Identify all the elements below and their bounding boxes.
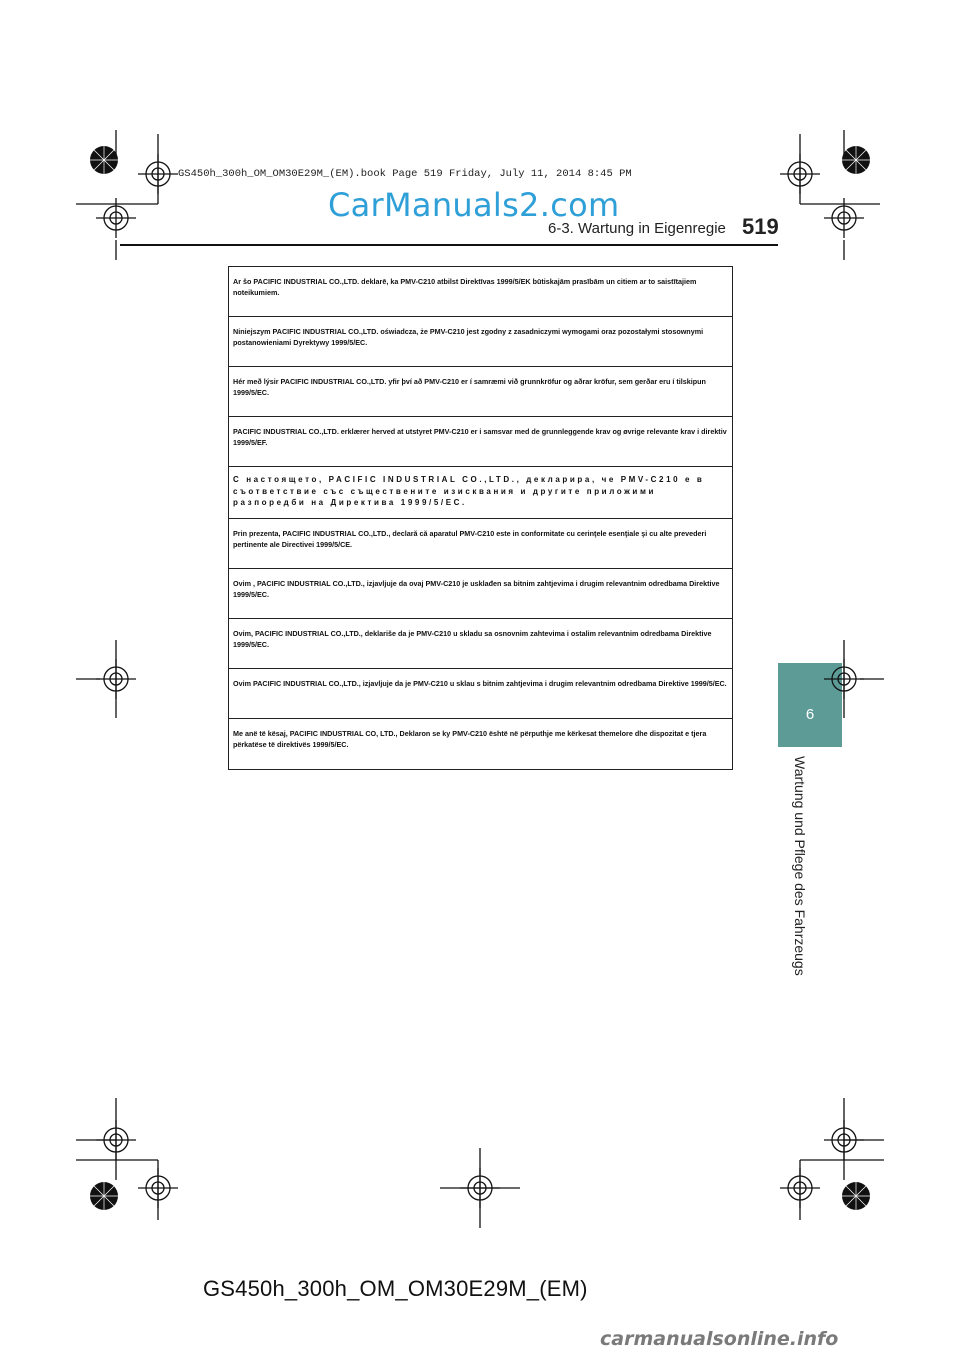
declaration-row-bosnian: Ovim PACIFIC INDUSTRIAL CO.,LTD., izjavljuje da je PMV-C210 u sklau s bitnim zahtjevima i drugim relevantnim odredbama Direktive 1999/5/EC. bbox=[229, 669, 732, 719]
declaration-row-albanian: Me anë të kësaj, PACIFIC INDUSTRIAL CO, LTD., Deklaron se ky PMV-C210 është në përputhje me kërkesat themelore dhe dispozitat e tjera përkatëse të direktivës 1999/5/EC. bbox=[233, 729, 707, 749]
chapter-side-label-text: Wartung und Pflege des Fahrzeugs bbox=[792, 756, 808, 976]
watermark-logo: CarManuals2.com bbox=[328, 186, 620, 224]
site-brand: carmanualsonline.info bbox=[600, 1328, 839, 1350]
declaration-row-latvian: Ar šo PACIFIC INDUSTRIAL CO.,LTD. deklarē, ka PMV-C210 atbilst Direktīvas 1999/5/EK būtiskajām prasībām un citiem ar to saistītajiem noteikumiem. bbox=[229, 267, 732, 317]
chapter-tab-number: 6 bbox=[805, 706, 815, 723]
declaration-row-icelandic: Hér með lýsir PACIFIC INDUSTRIAL CO.,LTD. yfir því að PMV-C210 er í samræmi við grunnkröfur og aðrar kröfur, sem gerðar eru í tilskipun 1999/5/EC. bbox=[229, 367, 732, 417]
chapter-tab bbox=[778, 663, 842, 747]
declaration-table bbox=[228, 266, 733, 770]
declaration-row-norwegian: PACIFIC INDUSTRIAL CO.,LTD. erklærer herved at utstyret PMV-C210 er i samsvar med de grunnleggende krav og øvrige relevante krav i direktiv 1999/5/EF. bbox=[229, 417, 732, 467]
section-title: 6-3. Wartung in Eigenregie bbox=[548, 220, 726, 237]
declaration-row-romanian: Prin prezenta, PACIFIC INDUSTRIAL CO.,LTD., declară că aparatul PMV-C210 este in conformitate cu cerinţele esenţiale şi cu alte prevederi pertinente ale Directivei 1999/5/CE. bbox=[229, 519, 732, 569]
declaration-row-polish: Niniejszym PACIFIC INDUSTRIAL CO.,LTD. oświadcza, że PMV-C210 jest zgodny z zasadniczymi wymogami oraz pozostałymi stosownymi postanowieniami Dyrektywy 1999/5/EC. bbox=[229, 317, 732, 367]
book-info-line: GS450h_300h_OM_OM30E29M_(EM).book Page 519 Friday, July 11, 2014 8:45 PM bbox=[178, 168, 632, 180]
page-number: 519 bbox=[742, 214, 779, 239]
header-rule bbox=[120, 244, 778, 246]
document-id: GS450h_300h_OM_OM30E29M_(EM) bbox=[203, 1276, 588, 1301]
declaration-row-croatian: Ovim , PACIFIC INDUSTRIAL CO.,LTD., izjavljuje da ovaj PMV-C210 je usklađen sa bitnim zahtjevima i drugim relevantnim odredbama Direktive 1999/5/EC. bbox=[229, 569, 732, 619]
declaration-row-bulgarian: С настоящето, PACIFIC INDUSTRIAL CO.,LTD., декларира, че PMV-C210 е в съответствие със съществените изисквания и другите приложими разпоредби на Директива 1999/5/ЕС. bbox=[229, 467, 732, 519]
chapter-side-label bbox=[788, 756, 810, 976]
declaration-row-serbian: Ovim, PACIFIC INDUSTRIAL CO.,LTD., deklariše da je PMV-C210 u skladu sa osnovnim zahtevima i ostalim relevantnim odredbama Direktive 1999/5/EC. bbox=[229, 619, 732, 669]
